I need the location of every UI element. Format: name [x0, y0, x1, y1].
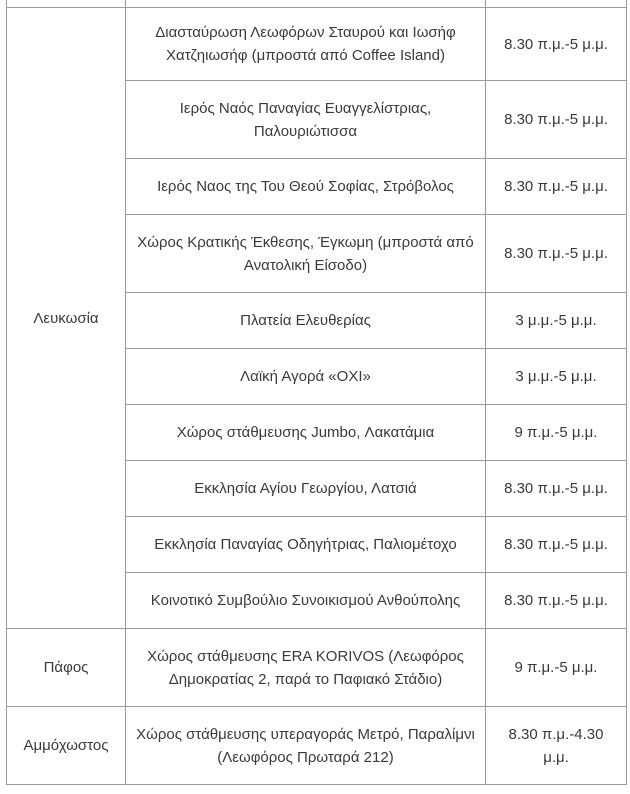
hours-cell: 8.30 π.μ.-4.30 μ.μ.	[486, 707, 627, 785]
city-cell: Λευκωσία	[7, 8, 126, 629]
table-row	[7, 629, 627, 707]
hours-cell: 9 π.μ.-5 μ.μ.	[486, 629, 627, 707]
hours-cell: 8.30 π.μ.-5 μ.μ.	[486, 215, 627, 293]
hours-cell: 8.30 π.μ.-5 μ.μ.	[486, 8, 627, 81]
table-row	[7, 8, 627, 81]
hours-cell: 8.30 π.μ.-5 μ.μ.	[486, 517, 627, 573]
hours-cell: 8.30 π.μ.-5 μ.μ.	[486, 573, 627, 629]
location-cell: Ιερός Ναος της Του Θεού Σοφίας, Στρόβολος	[126, 159, 486, 215]
city-cell: Πάφος	[7, 629, 126, 707]
hours-cell: 8.30 π.μ.-5 μ.μ.	[486, 159, 627, 215]
table-cell-cut	[486, 0, 627, 8]
schedule-table	[6, 0, 627, 785]
location-cell: Διασταύρωση Λεωφόρων Σταυρού και Ιωσήφ Χατζηιωσήφ (μπροστά από Coffee Island)	[126, 8, 486, 81]
schedule-table-body	[7, 0, 627, 785]
table-row-cut	[7, 0, 627, 8]
city-cell: Αμμόχωστος	[7, 707, 126, 785]
hours-cell: 9 π.μ.-5 μ.μ.	[486, 405, 627, 461]
hours-cell: 8.30 π.μ.-5 μ.μ.	[486, 461, 627, 517]
location-cell: Πλατεία Ελευθερίας	[126, 293, 486, 349]
location-cell: Χώρος Κρατικής Έκθεσης, Έγκωμη (μπροστά από Ανατολική Είσοδο)	[126, 215, 486, 293]
location-cell: Εκκλησία Αγίου Γεωργίου, Λατσιά	[126, 461, 486, 517]
location-cell: Χώρος στάθμευσης Jumbo, Λακατάμια	[126, 405, 486, 461]
table-cell-cut	[7, 0, 126, 8]
table-cell-cut	[126, 0, 486, 8]
hours-cell: 3 μ.μ.-5 μ.μ.	[486, 293, 627, 349]
location-cell: Εκκλησία Παναγίας Οδηγήτριας, Παλιομέτοχο	[126, 517, 486, 573]
location-cell: Χώρος στάθμευσης υπεραγοράς Μετρό, Παραλίμνι (Λεωφόρος Πρωταρά 212)	[126, 707, 486, 785]
location-cell: Ιερός Ναός Παναγίας Ευαγγελίστριας, Παλουριώτισσα	[126, 81, 486, 159]
location-cell: Λαϊκή Αγορά «ΟΧΙ»	[126, 349, 486, 405]
location-cell: Κοινοτικό Συμβούλιο Συνοικισμού Ανθούπολης	[126, 573, 486, 629]
table-row	[7, 707, 627, 785]
hours-cell: 3 μ.μ.-5 μ.μ.	[486, 349, 627, 405]
hours-cell: 8.30 π.μ.-5 μ.μ.	[486, 81, 627, 159]
location-cell: Χώρος στάθμευσης ERA KORIVOS (Λεωφόρος Δημοκρατίας 2, παρά το Παφιακό Στάδιο)	[126, 629, 486, 707]
